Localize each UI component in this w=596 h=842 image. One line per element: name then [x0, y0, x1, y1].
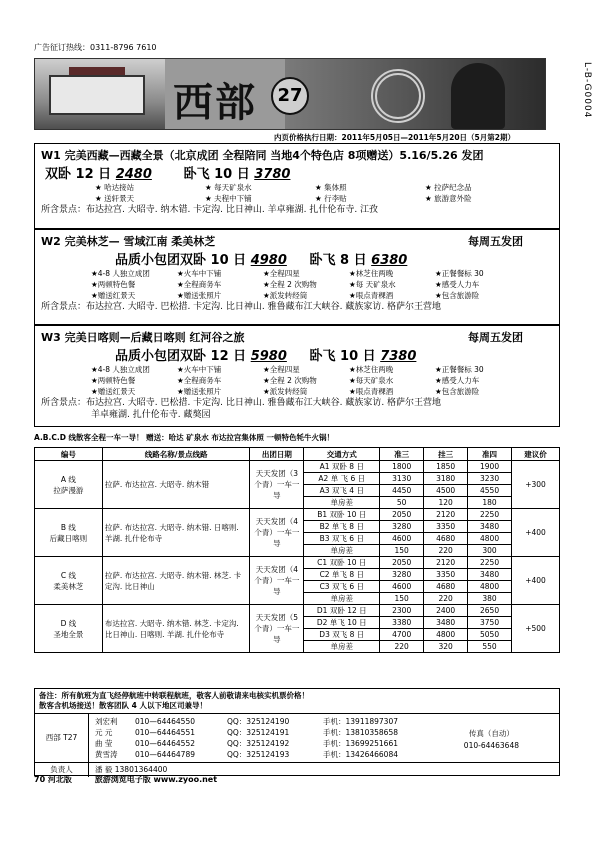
- w3-features: ★4-8 人独立成团 ★火车中下铺 ★全程四星 ★林芝住两晚 ★正餐餐标 30 ★两顿特色餐 ★全程商务车 ★全程 2 次购物 ★每天矿泉水 ★感受人力车 ★赠送红景天 ★赠送张照片 ★派发转经筒 ★哏点青稞酒 ★包含旅游险: [91, 365, 484, 396]
- tibetan-woman-image: [451, 63, 505, 129]
- table-row: A 线 拉萨漫游 拉萨. 布达拉宫. 大昭寺. 纳木错 天天发团（3 个青）一车一导 A1 双卧 8 日 1800 1850 1900 +300: [35, 461, 560, 473]
- w2-scenic: 所含景点：布达拉宫. 大昭寺. 巴松措. 卡定沟. 比日神山. 雅鲁藏布江大峡谷. 藏族家访. 格萨尔王营地: [41, 302, 442, 312]
- w1-price-row: 双卧 12 日 2480 卧飞 10 日 3780: [45, 167, 291, 182]
- table-row: B2 单飞 8 日 3280 3350 3480: [35, 521, 560, 533]
- header-banner: [34, 58, 546, 130]
- site-name: 旅游浏览电子版 www.zyoo.net: [94, 775, 218, 784]
- potala-palace-image: [35, 59, 165, 130]
- table-row: 单房差 150 220 380: [35, 593, 560, 605]
- contact-list: [95, 716, 398, 760]
- w1-section: [34, 143, 560, 229]
- responsible-row: 负责人 潘 毅 13801364400: [35, 762, 559, 776]
- prayer-wheel-icon: [371, 69, 425, 123]
- gift-note: A.B.C.D 线散客全程一车一导！ 赠送：哈达 矿泉水 布达拉宫集体照 一顿特色牦牛火锅！: [34, 433, 334, 442]
- w2-section: [34, 229, 560, 325]
- w1-title: W1 完美西藏—西藏全景（北京成团 全程陪同 当地4个特色店 8项赠送）5.16/5.26 发团: [41, 149, 484, 162]
- table-row: 单房差 50 120 180: [35, 497, 560, 509]
- list-item: 元 元 010—64464551 QQ：325124191 手机：13810358658: [95, 728, 398, 737]
- lines-table: [34, 447, 560, 653]
- w2-price-row: 品质小包团双卧 10 日 4980 卧飞 8 日 6380: [115, 253, 408, 268]
- table-row: A3 双飞 4 日 4450 4500 4550: [35, 485, 560, 497]
- table-row: A2 单 飞 6 日 3130 3180 3230: [35, 473, 560, 485]
- page-footer: [34, 774, 217, 785]
- side-code: L-B-G0004: [582, 62, 592, 119]
- logo-text: 西部: [173, 79, 257, 126]
- w3-section: [34, 325, 560, 427]
- w2-title: W2 完美林芝— 雪域江南 柔美林芝 每周五发团: [41, 235, 523, 248]
- list-item: 曲 莹 010—64464552 QQ：325124192 手机：13699251661: [95, 739, 398, 748]
- w2-features: ★4-8 人独立成团 ★火车中下铺 ★全程四星 ★林芝住两晚 ★正餐餐标 30 ★两顿特色餐 ★全程商务车 ★全程 2 次购物 ★每 天矿泉水 ★感受人力车 ★赠送红景天 ★赠送张照片 ★派发转经筒 ★哏点青稞酒 ★包含旅游险: [91, 269, 484, 300]
- table-row: C 线 柔美林芝 拉萨. 布达拉宫. 大昭寺. 纳木错. 林芝. 卡定沟. 比日神山 天天发团（4 个青）一车一导 C1 双卧 10 日 2050 2120 2250 +400: [35, 557, 560, 569]
- w3-price-row: 品质小包团双卧 12 日 5980 卧飞 10 日 7380: [115, 349, 417, 364]
- table-header: 编号 线路名称/景点线路 出团日期 交通方式 准三 挂三 准四 建议价: [35, 448, 560, 461]
- ad-hotline: 广告征订热线：0311-8796 7610: [34, 43, 157, 52]
- table-row: D3 双飞 8 日 4700 4800 5050: [35, 629, 560, 641]
- table-row: 单房差 150 220 300: [35, 545, 560, 557]
- table-row: C3 双飞 6 日 4600 4680 4800: [35, 581, 560, 593]
- logo-number: 27: [271, 77, 309, 115]
- fax-block: 传真（自动） 010-64463648: [463, 729, 519, 750]
- list-item: 刘宏利 010—64464550 QQ：325124190 手机：13911897307: [95, 717, 398, 726]
- validity-period: 内页价格执行日期：2011年5月05日—2011年5月20日（5月第2期）: [274, 133, 515, 142]
- w3-title: W3 完美日喀则—后藏日喀则 红河谷之旅 每周五发团: [41, 331, 523, 344]
- table-row: C2 单飞 8 日 3280 3350 3480: [35, 569, 560, 581]
- table-row: B3 双飞 6 日 4600 4680 4800: [35, 533, 560, 545]
- w3-scenic: 所含景点：布达拉宫. 大昭寺. 巴松措. 卡定沟. 比日神山. 雅鲁藏布江大峡谷. 藏族家访. 格萨尔王营地: [41, 398, 442, 408]
- contact-label: 西部 T27: [35, 714, 89, 762]
- table-row: B 线 后藏日喀则 拉萨. 布达拉宫. 大昭寺. 纳木错. 日喀则. 羊湖. 扎什伦布寺 天天发团（4 个青）一车一导 B1 双卧 10 日 2050 2120 2250 +400: [35, 509, 560, 521]
- banner-art: [285, 59, 545, 130]
- w1-scenic: 所含景点：布达拉宫. 大昭寺. 纳木错. 卡定沟. 比日神山. 羊卓雍湖. 扎什伦布寺. 江孜: [41, 205, 379, 215]
- w3-scenic-2: 羊卓雍湖. 扎什伦布寺. 藏獒园: [91, 410, 211, 420]
- page-number: 70 河北版: [34, 775, 72, 784]
- w1-features: ★ 哈达接站 ★ 每天矿泉水 ★ 集体照 ★ 拉萨纪念品 ★ 送轩景天 ★ 夫程中下铺 ★ 行李贴 ★ 旅游意外险: [95, 183, 472, 203]
- remarks: 备注：所有航班为直飞经停航班中转联程航班，敬客人前敬请来电核实机票价格！ 散客含机场接送！散客团队 4 人以下地区司兼导！: [39, 691, 309, 710]
- list-item: 黄雪涛 010—64464789 QQ：325124193 手机：13426466084: [95, 750, 398, 759]
- table-row: D2 单飞 10 日 3380 3480 3750: [35, 617, 560, 629]
- contact-box: [34, 688, 560, 776]
- table-row: D 线 圣地全景 布达拉宫. 大昭寺. 纳木错. 林芝. 卡定沟. 比日神山. 日喀则. 羊湖. 扎什伦布寺 天天发团（5 个青）一车一导 D1 双卧 12 日 2300 2400 2650 +500: [35, 605, 560, 617]
- table-row: 单房差 220 320 550: [35, 641, 560, 653]
